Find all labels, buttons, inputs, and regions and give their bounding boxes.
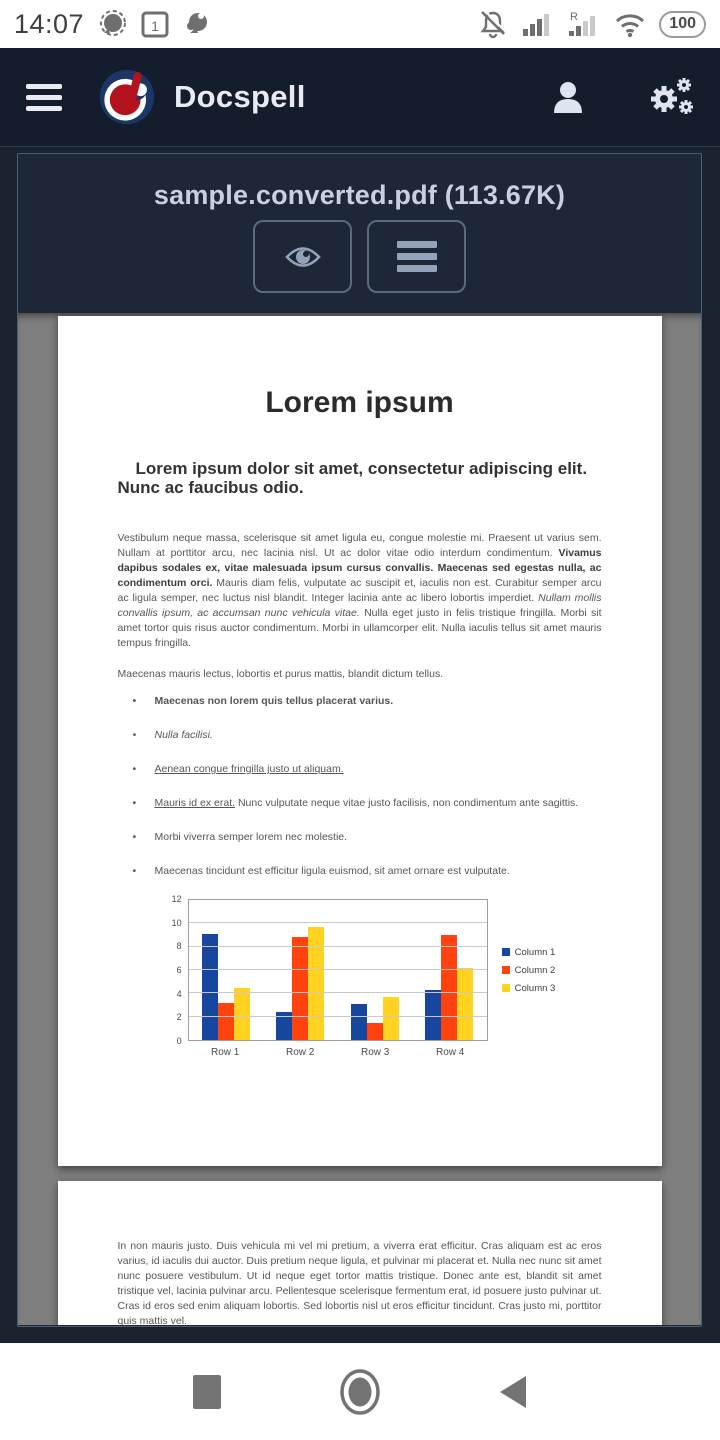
docspell-logo[interactable]: [98, 68, 156, 126]
wifi-icon: [613, 9, 647, 39]
legend-label: Column 1: [514, 946, 556, 958]
pdf-page-1: [58, 316, 662, 1166]
chart-x-axis: [188, 1047, 488, 1058]
bar: [383, 997, 399, 1040]
doc-run-italic: Nullam mollis convallis ipsum, ac accumsan nunc vehicula vitae.: [117, 592, 602, 619]
home-circle-icon[interactable]: [338, 1368, 382, 1416]
hamburger-menu-icon[interactable]: [26, 84, 62, 111]
roaming-letter: R: [570, 11, 579, 23]
doc-run: Nulla eget justo in felis tristique fringilla. Morbi sit amet tortor quis risus auctor condimentum. Morbi in ullamcorper elit. Nulla iaculis tellus sit amet mauris tempus fringilla.: [117, 607, 602, 649]
bar: [202, 934, 218, 1040]
legend-swatch: [502, 984, 510, 992]
list-item: • Maecenas tincidunt est efficitur ligula euismod, sit amet ornare est vulputate.: [133, 864, 602, 879]
legend-label: Column 2: [514, 964, 556, 976]
bar-group: [338, 900, 413, 1040]
app-title: Docspell: [174, 79, 306, 114]
x-category-label: Row 4: [435, 1047, 465, 1058]
list-item: [133, 796, 602, 811]
bar: [292, 937, 308, 1040]
doc-bullet-list: [133, 694, 602, 879]
y-tick-label: 8: [176, 941, 182, 952]
x-category-label: Row 2: [285, 1047, 315, 1058]
bar: [351, 1004, 367, 1040]
bar: [234, 988, 250, 1041]
attachment-panel-header: [18, 154, 701, 313]
legend-swatch: [502, 966, 510, 974]
y-tick-label: 0: [176, 1036, 182, 1046]
battery-icon: [659, 11, 706, 38]
gears-icon[interactable]: [646, 75, 694, 119]
calendar-day-number: 1: [151, 18, 159, 34]
bar-group: [412, 900, 487, 1040]
bar: [441, 935, 457, 1040]
x-category-label: Row 1: [210, 1047, 240, 1058]
android-nav-bar: [0, 1343, 720, 1440]
doc-paragraph-1: [118, 531, 602, 651]
bar: [367, 1023, 383, 1041]
y-tick-label: 4: [176, 988, 182, 999]
doc-run: Vestibulum neque massa, scelerisque sit amet ligula eu, congue molestie mi. Praesent ut varius sem. Nullam at porttitor arcu, nec lacinia nisl. Ut ac dolor vitae odio interdum condimentum.: [117, 532, 602, 559]
chart-plot: [188, 899, 488, 1041]
chart-legend: [502, 947, 556, 994]
app-bar: [0, 48, 720, 146]
legend-item: [502, 983, 556, 994]
doc-run-bold: Vivamus dapibus sodales ex, vitae malesuada ipsum cursus convallis. Maecenas sed egestas nulla, ac condimentum orci.: [117, 547, 602, 589]
doc-subtitle: Lorem ipsum dolor sit amet, consectetur adipiscing elit. Nunc ac faucibus odio.: [117, 459, 588, 497]
gridline: [189, 922, 487, 923]
legend-item: [502, 947, 556, 958]
legend-label: Column 3: [514, 982, 556, 994]
attachment-panel: [17, 153, 702, 1327]
pdf-viewer[interactable]: [18, 313, 701, 1325]
bar-chart: [164, 894, 556, 1058]
person-icon[interactable]: [548, 77, 588, 117]
bar-group: [263, 900, 338, 1040]
attachment-filename: sample.converted.pdf (113.67K): [153, 180, 566, 210]
list-item: • Morbi viverra semper lorem nec molestie.: [133, 830, 602, 845]
chat-bubble-icon: [182, 9, 212, 39]
legend-swatch: [502, 948, 510, 956]
roaming-signal-icon: [567, 9, 601, 39]
bell-muted-icon: [477, 8, 509, 40]
app-body: [0, 146, 720, 1343]
menu-bars-icon: [397, 241, 437, 272]
doc-title: Lorem ipsum: [265, 386, 454, 419]
doc-page2-paragraph: In non mauris justo. Duis vehicula mi vel mi pretium, a viverra erat efficitur. Cras aliquam est ac eros varius, id iaculis dui auctor. Duis pretium neque ligula, et pulvinar mi placerat et. Nulla nec nunc sit amet nunc posuere vestibulum. Ut id neque eget tortor mattis tristique. Donec ante est, blandit sit amet tristique vel, lacinia pulvinar arcu. Pellentesque scelerisque fermentum erat, id posuere justo pulvinar ut. Cras id eros sed enim aliquam lobortis. Sed lobortis nisl ut eros efficitur tincidunt. Cras justo mi, porttitor quis mattis vel.: [117, 1240, 602, 1325]
bar: [308, 927, 324, 1040]
calendar-icon: [140, 9, 170, 39]
recents-square-icon[interactable]: [192, 1374, 222, 1410]
gridline: [189, 992, 487, 993]
pdf-page-2: [58, 1181, 662, 1325]
y-tick-label: 12: [171, 894, 182, 904]
chart-bar-groups: [189, 900, 487, 1040]
gridline: [189, 1016, 487, 1017]
legend-item: [502, 965, 556, 976]
doc-run: Mauris diam felis, vulputate ac suscipit et, iaculis non est. Curabitur semper arcu ac ligula semper, nec luctus nisl blandit. Integer lacinia ante ac libero lobortis imperdiet.: [117, 577, 602, 604]
bar: [218, 1003, 234, 1040]
back-triangle-icon[interactable]: [498, 1374, 528, 1410]
doc-run-underline: Mauris id ex erat.: [154, 797, 236, 809]
x-category-label: Row 3: [360, 1047, 390, 1058]
signal-messenger-icon: [98, 9, 128, 39]
bar-group: [189, 900, 264, 1040]
battery-percent: 100: [669, 15, 696, 32]
gridline: [189, 946, 487, 947]
gridline: [189, 969, 487, 970]
list-item: • Aenean congue fringilla justo ut aliquam.: [133, 762, 602, 777]
list-item: • Nulla facilisi.: [133, 728, 602, 743]
chart-y-axis: [164, 894, 188, 1046]
attachment-menu-button[interactable]: [367, 220, 466, 293]
cell-signal-icon: [521, 9, 555, 39]
doc-run: Nunc vulputate neque vitae justo facilisis, non condimentum ante sagittis.: [235, 797, 579, 809]
status-time: 14:07: [14, 8, 85, 39]
y-tick-label: 10: [171, 917, 182, 928]
list-item: • Maecenas non lorem quis tellus placerat varius.: [133, 694, 602, 709]
y-tick-label: 6: [176, 965, 182, 975]
preview-eye-button[interactable]: [253, 220, 352, 293]
eye-icon: [284, 242, 322, 272]
y-tick-label: 2: [176, 1012, 182, 1023]
status-bar: [0, 0, 720, 48]
bar: [457, 968, 473, 1040]
doc-paragraph-2: Maecenas mauris lectus, lobortis et purus mattis, blandit dictum tellus.: [117, 668, 444, 680]
